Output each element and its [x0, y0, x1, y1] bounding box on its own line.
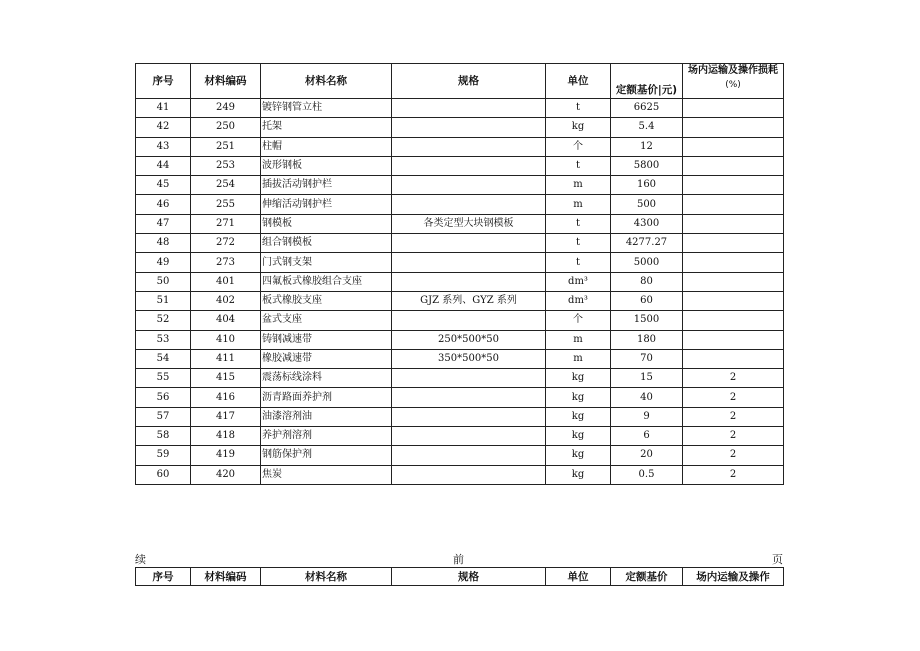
cell-unit: kg [546, 465, 611, 484]
cell-price: 5.4 [611, 118, 683, 137]
cell-loss: 2 [683, 369, 784, 388]
cell-code: 416 [191, 388, 261, 407]
cell-price: 6625 [611, 99, 683, 118]
cell-code: 273 [191, 253, 261, 272]
cell-spec [392, 465, 546, 484]
table-header-row [136, 64, 784, 99]
cell-seq: 56 [136, 388, 191, 407]
page-continuation-line [135, 551, 783, 565]
cell-seq: 41 [136, 99, 191, 118]
cell-loss [683, 195, 784, 214]
cell-seq: 59 [136, 446, 191, 465]
cell-spec [392, 407, 546, 426]
cell-code: 271 [191, 214, 261, 233]
cell-name: 橡胶减速带 [261, 349, 392, 368]
cell-seq: 46 [136, 195, 191, 214]
cell-loss: 2 [683, 427, 784, 446]
cell-spec [392, 369, 546, 388]
cell-price: 70 [611, 349, 683, 368]
cell-spec: 250*500*50 [392, 330, 546, 349]
cell-loss [683, 291, 784, 310]
cell-unit: t [546, 253, 611, 272]
cell-seq: 49 [136, 253, 191, 272]
cell-unit: t [546, 156, 611, 175]
cell-loss [683, 99, 784, 118]
cell-price: 500 [611, 195, 683, 214]
cell-loss [683, 156, 784, 175]
header-code: 材料编码 [191, 64, 261, 99]
table-row [136, 291, 784, 310]
cell-code: 255 [191, 195, 261, 214]
continuation-label-middle: 前 [453, 553, 464, 566]
table-row [136, 388, 784, 407]
cell-loss: 2 [683, 446, 784, 465]
cell-name: 四氟板式橡胶组合支座 [261, 272, 392, 291]
cell-loss [683, 176, 784, 195]
cell-loss [683, 234, 784, 253]
header-loss-unit: (%) [725, 80, 741, 90]
table-row [136, 214, 784, 233]
cell-loss [683, 253, 784, 272]
cell-price: 6 [611, 427, 683, 446]
cont-header-seq: 序号 [136, 568, 191, 586]
cell-spec [392, 272, 546, 291]
cell-spec [392, 99, 546, 118]
cell-spec [392, 388, 546, 407]
cell-name: 板式橡胶支座 [261, 291, 392, 310]
table-row [136, 253, 784, 272]
cell-spec [392, 427, 546, 446]
cell-name: 组合钢模板 [261, 234, 392, 253]
continuation-label-right: 页 [772, 553, 783, 566]
table-row [136, 99, 784, 118]
cell-seq: 47 [136, 214, 191, 233]
cell-name: 波形钢板 [261, 156, 392, 175]
header-unit: 单位 [546, 64, 611, 99]
cell-unit: m [546, 330, 611, 349]
cell-name: 伸缩活动钢护栏 [261, 195, 392, 214]
cell-price: 4277.27 [611, 234, 683, 253]
cell-spec [392, 137, 546, 156]
cell-spec [392, 311, 546, 330]
cell-unit: 个 [546, 137, 611, 156]
cell-loss [683, 272, 784, 291]
cell-spec [392, 176, 546, 195]
table-row [136, 195, 784, 214]
header-spec: 规格 [392, 64, 546, 99]
cell-name: 钢模板 [261, 214, 392, 233]
cell-seq: 54 [136, 349, 191, 368]
cell-code: 251 [191, 137, 261, 156]
cell-code: 401 [191, 272, 261, 291]
cell-seq: 57 [136, 407, 191, 426]
cell-code: 249 [191, 99, 261, 118]
table-row [136, 407, 784, 426]
cont-header-code: 材料编码 [191, 568, 261, 586]
cell-code: 419 [191, 446, 261, 465]
cell-code: 254 [191, 176, 261, 195]
table-row [136, 234, 784, 253]
cell-seq: 45 [136, 176, 191, 195]
cell-price: 9 [611, 407, 683, 426]
cell-seq: 53 [136, 330, 191, 349]
cell-spec [392, 118, 546, 137]
cell-unit: m [546, 176, 611, 195]
cell-spec [392, 446, 546, 465]
table-row [136, 330, 784, 349]
header-price: 定额基价|元) [611, 64, 683, 99]
table-row [136, 349, 784, 368]
table-row [136, 465, 784, 484]
cell-code: 404 [191, 311, 261, 330]
cell-seq: 52 [136, 311, 191, 330]
header-loss [683, 64, 784, 99]
table-row [136, 311, 784, 330]
cell-loss [683, 214, 784, 233]
cell-code: 250 [191, 118, 261, 137]
cell-name: 震荡标线涂料 [261, 369, 392, 388]
cell-unit: m [546, 195, 611, 214]
cell-unit: dm³ [546, 291, 611, 310]
cell-unit: t [546, 99, 611, 118]
cell-name: 铸钢减速带 [261, 330, 392, 349]
cell-code: 420 [191, 465, 261, 484]
cell-price: 60 [611, 291, 683, 310]
cell-name: 镀锌钢管立柱 [261, 99, 392, 118]
table-row [136, 176, 784, 195]
cell-loss: 2 [683, 388, 784, 407]
cell-price: 20 [611, 446, 683, 465]
cell-code: 415 [191, 369, 261, 388]
cont-header-unit: 单位 [546, 568, 611, 586]
cell-spec: 各类定型大块钢模板 [392, 214, 546, 233]
cell-spec: 350*500*50 [392, 349, 546, 368]
table-row [136, 156, 784, 175]
cell-name: 盆式支座 [261, 311, 392, 330]
cell-unit: kg [546, 446, 611, 465]
cell-price: 160 [611, 176, 683, 195]
cont-header-name: 材料名称 [261, 568, 392, 586]
table-row [136, 272, 784, 291]
table-row [136, 427, 784, 446]
cell-seq: 55 [136, 369, 191, 388]
cell-seq: 58 [136, 427, 191, 446]
cell-seq: 44 [136, 156, 191, 175]
cell-price: 12 [611, 137, 683, 156]
cell-seq: 50 [136, 272, 191, 291]
cell-seq: 48 [136, 234, 191, 253]
cell-price: 4300 [611, 214, 683, 233]
cell-name: 油漆溶剂油 [261, 407, 392, 426]
cell-price: 5800 [611, 156, 683, 175]
cell-name: 柱帽 [261, 137, 392, 156]
cell-code: 418 [191, 427, 261, 446]
cell-unit: 个 [546, 311, 611, 330]
continuation-table-header [135, 567, 784, 586]
cell-price: 5000 [611, 253, 683, 272]
cont-header-spec: 规格 [392, 568, 546, 586]
cell-spec [392, 195, 546, 214]
cell-loss [683, 137, 784, 156]
cell-unit: kg [546, 407, 611, 426]
cell-loss [683, 330, 784, 349]
cell-price: 40 [611, 388, 683, 407]
cont-header-price: 定额基价 [611, 568, 683, 586]
cell-spec [392, 253, 546, 272]
table-row [136, 118, 784, 137]
materials-table [135, 63, 784, 485]
cell-seq: 51 [136, 291, 191, 310]
header-loss-label: 场内运输及操作损耗 [688, 65, 778, 76]
cell-price: 80 [611, 272, 683, 291]
cell-loss [683, 311, 784, 330]
cell-unit: dm³ [546, 272, 611, 291]
cell-unit: t [546, 214, 611, 233]
cell-unit: m [546, 349, 611, 368]
cell-loss [683, 349, 784, 368]
cell-loss: 2 [683, 465, 784, 484]
cell-unit: kg [546, 388, 611, 407]
continuation-label-left: 续 [135, 553, 146, 566]
table-row [136, 446, 784, 465]
cell-code: 410 [191, 330, 261, 349]
cell-spec [392, 234, 546, 253]
cell-code: 253 [191, 156, 261, 175]
cell-spec: GJZ 系列、GYZ 系列 [392, 291, 546, 310]
header-name: 材料名称 [261, 64, 392, 99]
cell-code: 411 [191, 349, 261, 368]
cell-code: 402 [191, 291, 261, 310]
cell-spec [392, 156, 546, 175]
cell-seq: 43 [136, 137, 191, 156]
cell-loss [683, 118, 784, 137]
cell-name: 插拔活动钢护栏 [261, 176, 392, 195]
continuation-header-row [136, 568, 784, 586]
cell-unit: t [546, 234, 611, 253]
cell-price: 180 [611, 330, 683, 349]
cell-code: 417 [191, 407, 261, 426]
cell-unit: kg [546, 369, 611, 388]
cell-price: 0.5 [611, 465, 683, 484]
cell-unit: kg [546, 427, 611, 446]
table-body [136, 99, 784, 485]
table-row [136, 137, 784, 156]
table-row [136, 369, 784, 388]
cell-name: 门式钢支架 [261, 253, 392, 272]
cell-unit: kg [546, 118, 611, 137]
cell-seq: 42 [136, 118, 191, 137]
cell-price: 15 [611, 369, 683, 388]
cell-seq: 60 [136, 465, 191, 484]
header-seq: 序号 [136, 64, 191, 99]
cell-name: 钢筋保护剂 [261, 446, 392, 465]
cell-price: 1500 [611, 311, 683, 330]
cell-name: 焦炭 [261, 465, 392, 484]
cell-loss: 2 [683, 407, 784, 426]
cell-name: 养护剂溶剂 [261, 427, 392, 446]
cell-name: 沥青路面养护剂 [261, 388, 392, 407]
cell-code: 272 [191, 234, 261, 253]
cell-name: 托架 [261, 118, 392, 137]
cont-header-loss: 场内运输及操作 [683, 568, 784, 586]
